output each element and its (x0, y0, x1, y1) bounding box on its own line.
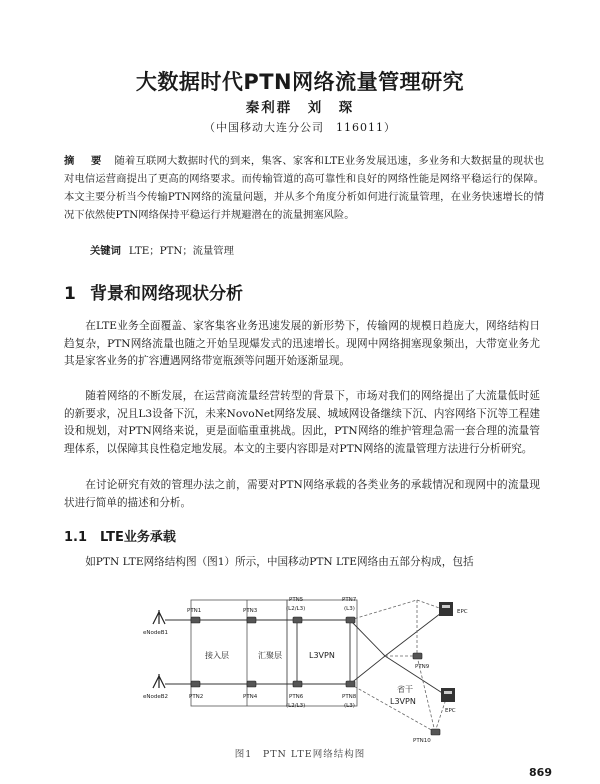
abstract-text: 随着互联网大数据时代的到来，集客、家客和LTE业务发展迅速，多业务和大数据量的现状也对电信运营商提出了更高的网络要求。而传输管道的高可靠性和良好的网络性能是网络平稳运行的保障。本文主要分析当今传输PTN网络的流量问题，并从多个角度分析如何进行流量管理，在业务快速增长的情况下依然使PTN网络保持平稳运行并规避潜在的流量拥塞风险。 (64, 155, 545, 221)
section-1-number: 1 (64, 284, 76, 304)
enodeb1-label: eNodeB1 (143, 630, 169, 636)
ptn4-node-icon (247, 681, 256, 687)
ptn9-node-icon (413, 653, 422, 659)
ptn7-node-icon (346, 617, 355, 623)
figure-caption: 图1 PTN LTE网络结构图 (234, 749, 366, 760)
enodeb2-antenna-icon (153, 674, 165, 688)
epc2-label: EPC (445, 708, 456, 714)
page-number: 869 (529, 766, 552, 779)
ptn3-node-icon (247, 617, 256, 623)
l3vpn-label: L3VPN (309, 651, 335, 660)
epc2-icon (441, 688, 455, 702)
ptn7-layer-label: (L3) (344, 606, 355, 612)
ptn8-label: PTN8 (342, 694, 357, 700)
ptn8-node-icon (346, 681, 355, 687)
section-1-paragraph-3: 在讨论研究有效的管理办法之前，需要对PTN网络承载的各类业务的承载情况和现网中的流量现状进行简单的描述和分析。 (64, 479, 540, 509)
ptn10-label: PTN10 (413, 738, 431, 742)
ptn3-label: PTN3 (243, 608, 258, 614)
backbone-label: 省干 (397, 685, 413, 694)
ptn2-label: PTN2 (189, 694, 204, 700)
ptn5-label: PTN5 (289, 597, 304, 603)
ptn2-node-icon (191, 681, 200, 687)
affiliation: （中国移动大连分公司 116011） (204, 121, 396, 134)
ptn6-label: PTN6 (289, 694, 304, 700)
enodeb2-label: eNodeB2 (143, 694, 169, 700)
ptn1-node-icon (191, 617, 200, 623)
section-1-1-heading (64, 526, 176, 545)
access-layer-label: 接入层 (205, 651, 229, 660)
epc1-label: EPC (457, 609, 468, 615)
ptn1-label: PTN1 (187, 608, 202, 614)
ptn-lte-network-diagram (135, 586, 475, 742)
ptn5-node-icon (293, 617, 302, 623)
abstract (64, 152, 544, 224)
section-1-heading (64, 279, 243, 304)
ptn7-label: PTN7 (342, 597, 357, 603)
ptn10-node-icon (431, 729, 440, 735)
section-1-1-title: LTE业务承载 (100, 530, 176, 545)
ptn9-label: PTN9 (415, 664, 430, 670)
authors: 秦利群 刘 琛 (245, 100, 355, 116)
paper-title: 大数据时代PTN网络流量管理研究 (135, 70, 465, 94)
section-1-paragraph-2: 随着网络的不断发展，在运营商流量经营转型的背景下，市场对我们的网络提出了大流量低时延的新要求，况且L3设备下沉，未来NovoNet网络发展、城域网设备继续下沉、内容网络下沉等工程建设和规划，对PTN网络来说，更是面临重重挑战。因此，PTN网络的维护管理急需一套合理的流量管理体系，以保障其良性稳定地发展。本文的主要内容即是对PTN网络的流量管理方法进行分析研究。 (64, 390, 540, 455)
backbone-l3vpn-label: L3VPN (390, 697, 416, 706)
keywords-label: 关键词 (90, 245, 121, 257)
section-1-title: 背景和网络现状分析 (90, 284, 243, 304)
abstract-label: 摘 要 (64, 155, 105, 167)
enodeb1-antenna-icon (153, 610, 165, 624)
keywords-text: LTE；PTN；流量管理 (128, 245, 234, 257)
ptn4-label: PTN4 (243, 694, 258, 700)
ptn6-layer-label: (L2/L3) (286, 703, 306, 709)
section-1-paragraph-1: 在LTE业务全面覆盖、家客集客业务迅速发展的新形势下，传输网的规模日趋庞大，网络结构日趋复杂，PTN网络流量也随之开始呈现爆发式的迅速增长。现网中网络拥塞现象频出，大带宽业务尤其是家客业务的扩容遭遇网络带宽瓶颈等问题开始逐渐显现。 (64, 320, 540, 367)
section-1-1-paragraph: 如PTN LTE网络结构图（图1）所示，中国移动PTN LTE网络由五部分构成，包括 (85, 556, 474, 568)
ptn8-layer-label: (L3) (344, 703, 355, 709)
keywords (90, 242, 530, 257)
aggregation-layer-label: 汇聚层 (258, 651, 282, 660)
ptn5-layer-label: (L2/L3) (286, 606, 306, 612)
section-1-1-number: 1.1 (64, 530, 88, 545)
ptn6-node-icon (293, 681, 302, 687)
epc1-icon (439, 602, 453, 616)
